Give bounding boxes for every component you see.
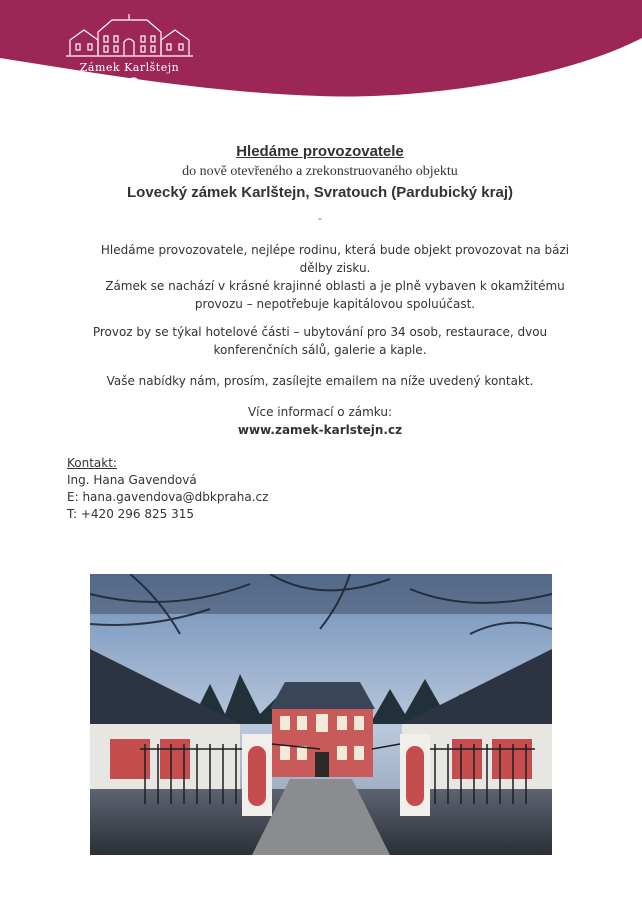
contact-label: Kontakt: (67, 456, 117, 470)
intro-line-1: Hledáme provozovatele, nejlépe rodinu, která bude objekt provozovat na bázi dělby zisku. (100, 243, 570, 275)
intro-paragraph (95, 241, 575, 313)
intro-line-2: Zámek se nachází v krásné krajinné oblasti a je plně vybaven k okamžitému provozu – nepotřebuje kapitálovou spoluúčast. (105, 279, 565, 311)
contact-phone: T: +420 296 825 315 (67, 507, 194, 521)
offers-paragraph: Vaše nabídky nám, prosím, zasílejte emailem na níže uvedený kontakt. (106, 374, 534, 388)
separator: - (318, 212, 322, 225)
website-link[interactable]: www.zamek-karlstejn.cz (237, 423, 403, 437)
operation-paragraph: Provoz by se týkal hotelové části – ubytování pro 34 osob, restaurace, dvou konferenčních sálů, galerie a kaple. (92, 325, 548, 357)
castle-logo-icon (62, 8, 197, 86)
contact-name: Ing. Hana Gavendová (67, 473, 197, 487)
contact-email[interactable]: E: hana.gavendova@dbkpraha.cz (67, 490, 269, 504)
more-info-label: Více informací o zámku: (247, 405, 393, 419)
brand-name: Zámek Karlštejn (79, 61, 180, 74)
castle-photo (90, 574, 552, 855)
headline: Hledáme provozovatele (236, 143, 404, 160)
more-info (60, 403, 580, 439)
subheading: do nově otevřeného a zrekonstruovaného objektu (182, 164, 458, 179)
object-name: Lovecký zámek Karlštejn, Svratouch (Pardubický kraj) (127, 184, 513, 201)
contact-block (67, 455, 268, 523)
